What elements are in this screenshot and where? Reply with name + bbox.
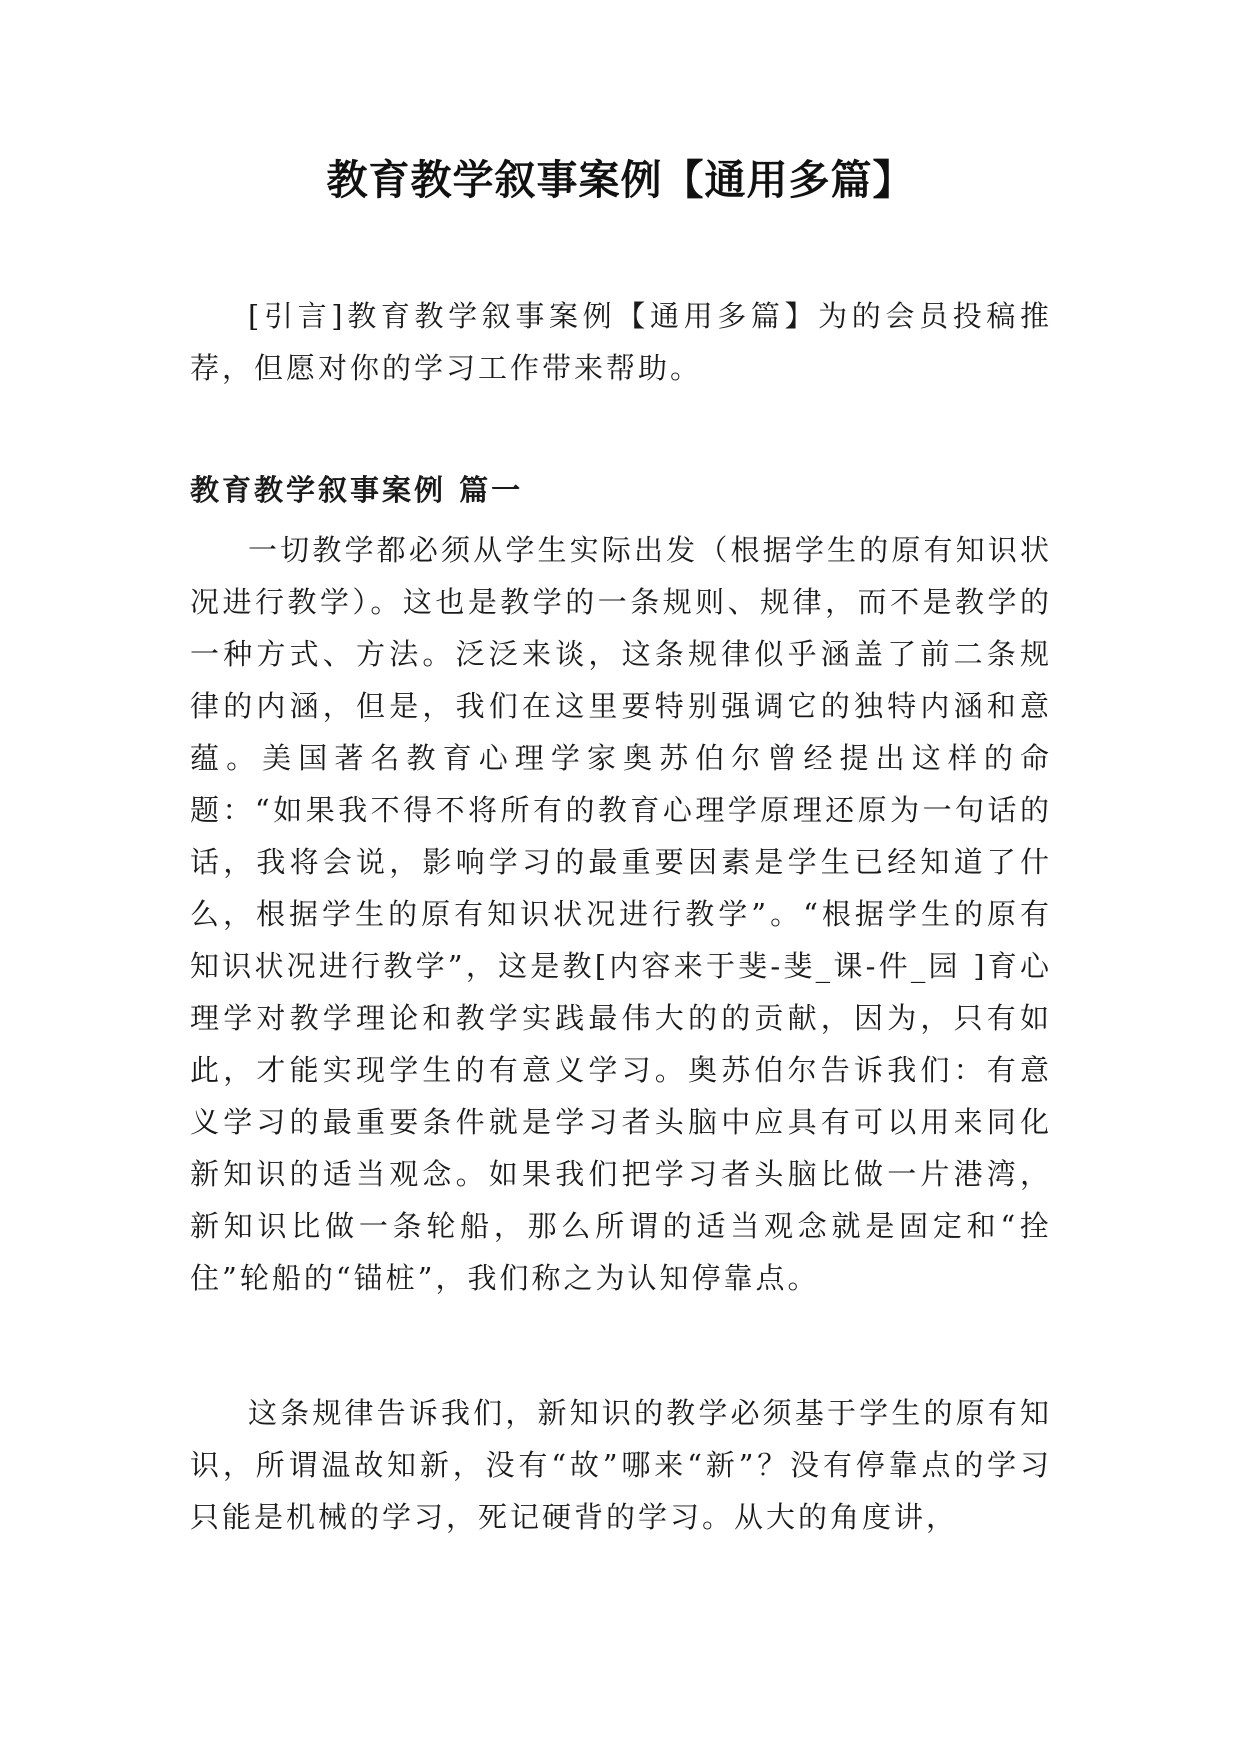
- body-paragraph: 一切教学都必须从学生实际出发（根据学生的原有知识状况进行教学）。这也是教学的一条规则、规律，而不是教学的一种方式、方法。泛泛来谈，这条规律似乎涵盖了前二条规律的内涵，但是，我们在这里要特别强调它的独特内涵和意蕴。美国著名教育心理学家奥苏伯尔曾经提出这样的命题：“如果我不得不将所有的教育心理学原理还原为一句话的话，我将会说，影响学习的最重要因素是学生已经知道了什么，根据学生的原有知识状况进行教学”。“根据学生的原有知识状况进行教学”，这是教[内容来于斐-斐_课-件_园 ]育心理学对教学理论和教学实践最伟大的的贡献，因为，只有如此，才能实现学生的有意义学习。奥苏伯尔告诉我们：有意义学习的最重要条件就是学习者头脑中应具有可以用来同化新知识的适当观念。如果我们把学习者头脑比做一片港湾，新知识比做一条轮船，那么所谓的适当观念就是固定和“拴住”轮船的“锚桩”，我们称之为认知停靠点。: [190, 533, 1052, 1295]
- body-paragraph: 这条规律告诉我们，新知识的教学必须基于学生的原有知识，所谓温故知新，没有“故”哪来“新”？没有停靠点的学习只能是机械的学习，死记硬背的学习。从大的角度讲，: [190, 1396, 1052, 1534]
- section-heading: 教育教学叙事案例 篇一: [190, 473, 524, 507]
- document-title: 教育教学叙事案例【通用多篇】: [326, 156, 915, 204]
- intro-paragraph: [引言]教育教学叙事案例【通用多篇】为的会员投稿推荐，但愿对你的学习工作带来帮助。: [190, 299, 1052, 385]
